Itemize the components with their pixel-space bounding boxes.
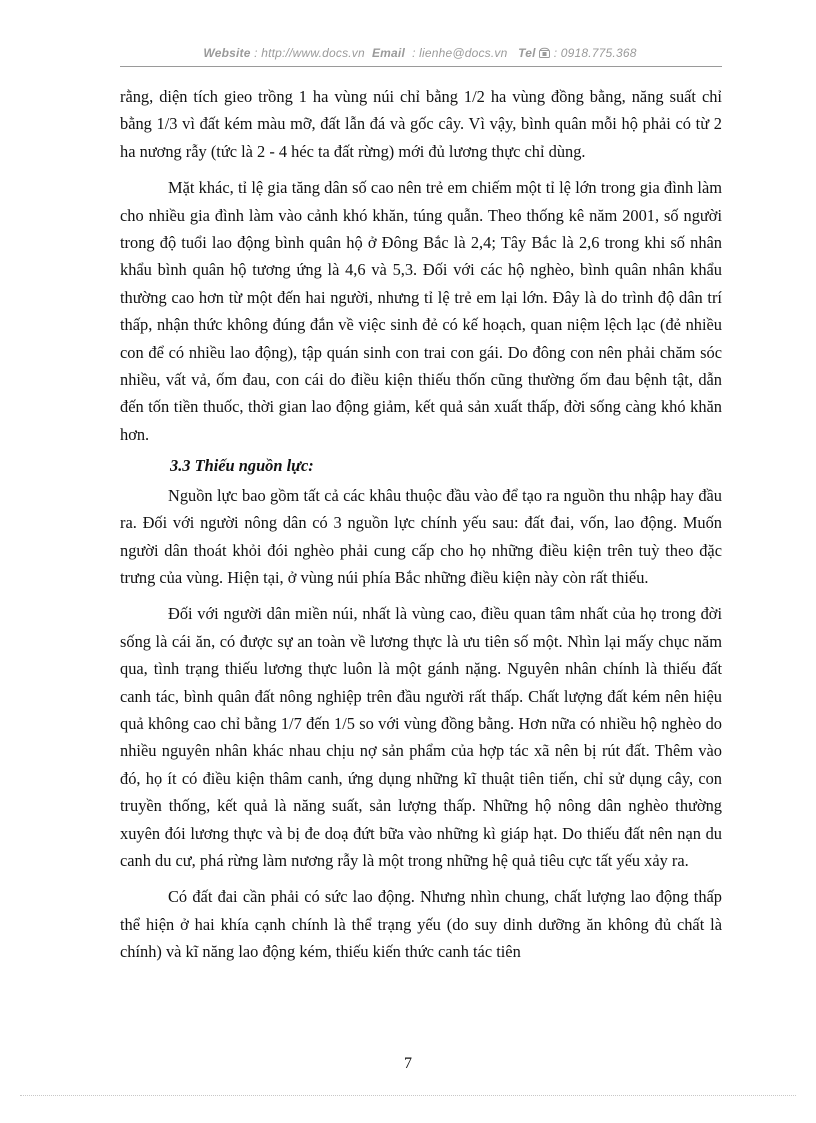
header-rule (120, 66, 722, 67)
paragraph-2: Mặt khác, tỉ lệ gia tăng dân số cao nên trẻ em chiếm một tỉ lệ lớn trong gia đình làm cho nhiều gia đình làm vào cảnh khó khăn, túng quẫn. Theo thống kê năm 2001, số người trong độ tuổi lao động bình quân hộ ở Đông Bắc là 2,4; Tây Bắc là 2,6 trong khi số nhân khẩu bình quân hộ tương ứng là 4,6 và 5,3. Đối với các hộ nghèo, bình quân nhân khẩu thường cao hơn từ một đến hai người, nhưng tỉ lệ trẻ em lại lớn. Đây là do trình độ dân trí thấp, nhận thức không đúng đắn về việc sinh đẻ có kế hoạch, quan niệm lệch lạc (đẻ nhiều con để có nhiều lao động), tập quán sinh con trai con gái. Do đông con nên phải chăm sóc nhiều, vất vả, ốm đau, con cái do điều kiện thiếu thốn cũng thường ốm đau bệnh tật, dẫn đến tốn tiền thuốc, thời gian lao động giảm, kết quả sản xuất thấp, đời sống càng khó khăn hơn. (120, 178, 722, 444)
website-label: Website (203, 46, 251, 60)
paragraph-1: rằng, diện tích gieo trồng 1 ha vùng núi chỉ bằng 1/2 ha vùng đồng bằng, năng suất chỉ bằng 1/3 vì đất kém màu mỡ, đất lẫn đá và gốc cây. Vì vậy, bình quân mỗi hộ phải có từ 2 ha nương rẫy (tức là 2 - 4 héc ta đất rừng) mới đủ lương thực chỉ dùng. (120, 87, 722, 161)
website-url[interactable]: : http://www.docs.vn (254, 46, 365, 60)
phone-icon (539, 47, 550, 61)
paragraph-3: Nguồn lực bao gồm tất cả các khâu thuộc đầu vào để tạo ra nguồn thu nhập hay đầu ra. Đối với người nông dân có 3 nguồn lực chính yếu sau: đất đai, vốn, lao động. Muốn người dân thoát khỏi đói nghèo phải cung cấp cho họ những điều kiện trên tuỳ theo đặc trưng của vùng. Hiện tại, ở vùng núi phía Bắc những điều kiện này còn rất thiếu. (120, 485, 722, 587)
body-text (120, 83, 722, 966)
paragraph-5: Có đất đai cần phải có sức lao động. Nhưng nhìn chung, chất lượng lao động thấp thể hiện ở hai khía cạnh chính là thể trạng yếu (do suy dinh dưỡng ăn không đủ chất là chính) và kĩ năng lao động kém, thiếu kiến thức canh tác tiên (120, 887, 722, 962)
footer-rule (20, 1095, 796, 1096)
email-label: Email (371, 46, 405, 60)
section-heading: 3.3 Thiếu nguồn lực: (170, 456, 314, 476)
tel-label: Tel (518, 46, 536, 60)
page-number: 7 (404, 1055, 412, 1072)
page-header (120, 46, 720, 61)
paragraph-4: Đối với người dân miền núi, nhất là vùng cao, điều quan tâm nhất của họ trong đời sống là cái ăn, có được sự an toàn về lương thực là ưu tiên số một. Nhìn lại mấy chục năm qua, tình trạng thiếu lương thực luôn là một gánh nặng. Nguyên nhân chính là thiếu đất canh tác, bình quân đất nông nghiệp trên đầu người rất thấp. Chất lượng đất kém nên hiệu quả không cao chỉ bằng 1/7 đến 1/5 so với vùng đồng bằng. Hơn nữa có nhiều hộ nghèo do nhiều nguyên nhân khác nhau chịu nợ sản phẩm của hợp tác xã nên bị rút đất. Thêm vào đó, họ ít có điều kiện thâm canh, ứng dụng những kĩ thuật tiên tiến, chỉ sử dụng cây, con truyền thống, kết quả là năng suất, sản lượng thấp. Những hộ nông dân nghèo thường xuyên đói lương thực và bị đe doạ đứt bữa vào những kì giáp hạt. Do thiếu đất nên nạn du canh du cư, phá rừng làm nương rẫy là một trong những hệ quả tiêu cực tất yếu xảy ra. (120, 604, 722, 870)
tel-value: : 0918.775.368 (553, 46, 637, 60)
email-value[interactable]: : lienhe@docs.vn (412, 46, 508, 60)
